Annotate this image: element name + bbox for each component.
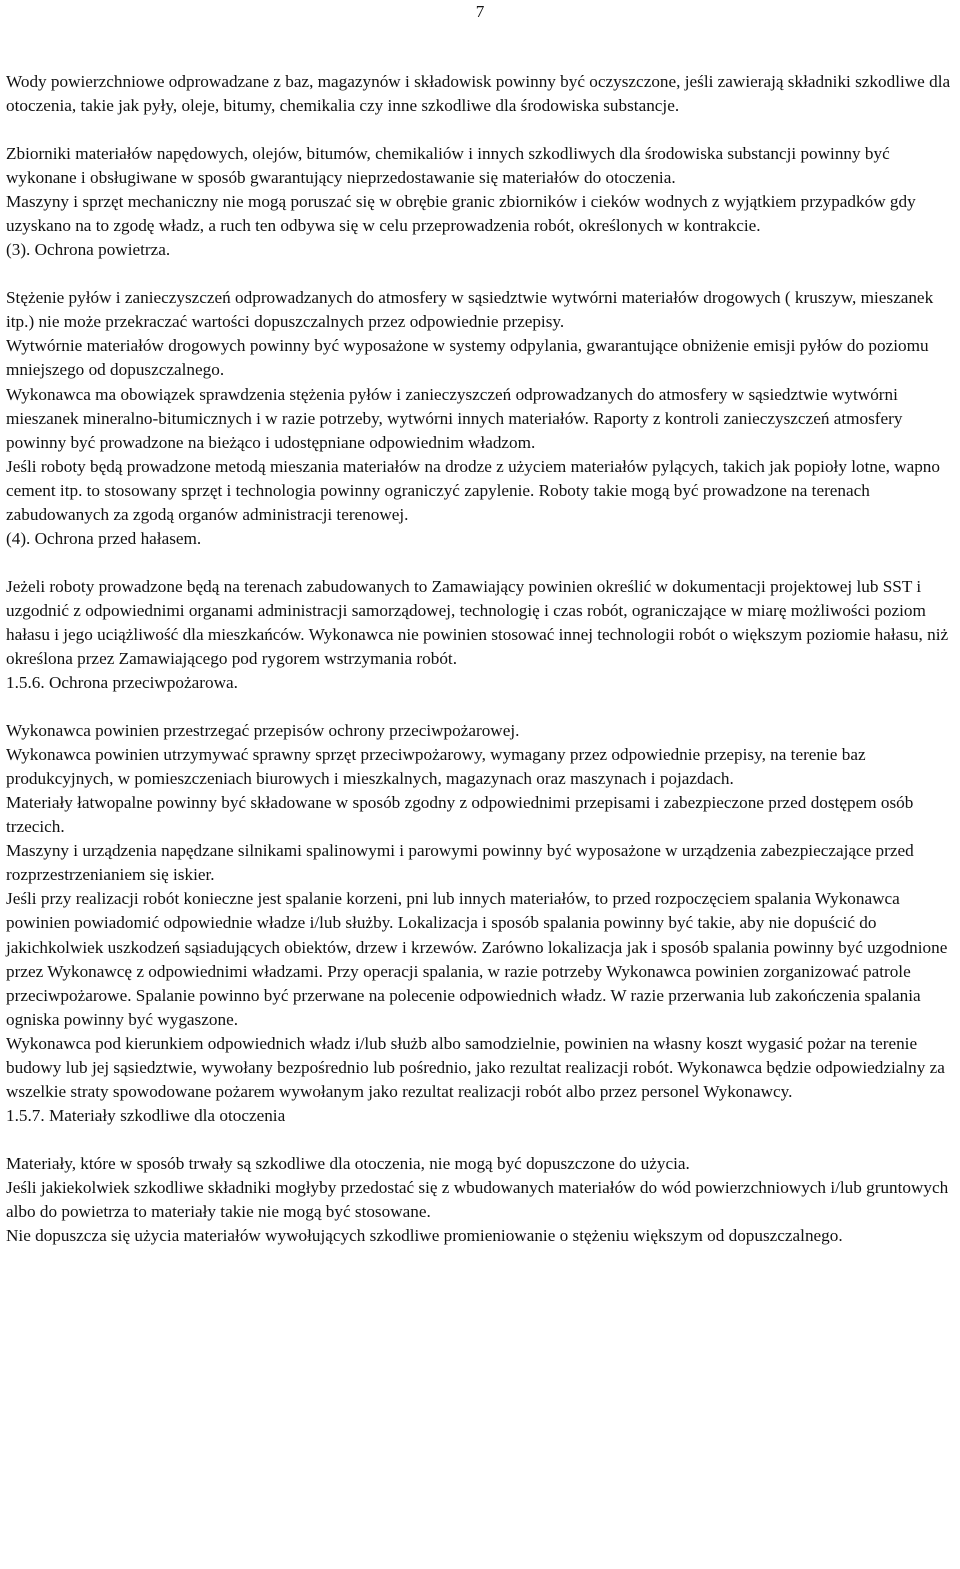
paragraph-dedusting: Wytwórnie materiałów drogowych powinny być wyposażone w systemy odpylania, gwarantujące obniżenie emisji pyłów do poziomu mniejszego od dopuszczalnego. <box>6 336 929 380</box>
section-heading-harmful-materials: 1.5.7. Materiały szkodliwe dla otoczenia <box>6 1105 286 1125</box>
paragraph-noise: Jeżeli roboty prowadzone będą na terenach zabudowanych to Zamawiający powinien określić w dokumentacji projektowej lub SST i uzgodnić z odpowiednimi organami administracji samorządowej, technologię i czas robót, ograniczające w miarę możliwości poziom hałasu i jego uciążliwość dla mieszkańców. Wykonawca nie powinien stosować innej technologii robót o większym poziomie hałasu, niż określona przez Zamawiającego pod rygorem wstrzymania robót. <box>6 576 949 668</box>
document-body <box>6 70 954 1248</box>
section-heading-fire: 1.5.6. Ochrona przeciwpożarowa. <box>6 673 238 693</box>
paragraph-dust-mixing: Jeśli roboty będą prowadzone metodą mieszania materiałów na drodze z użyciem materiałów pylących, takich jak popioły lotne, wapno cement itp. to stosowany sprzęt i technologia powinny ograniczyć zapylenie. Roboty takie mogą być prowadzone na terenach zabudowanych za zgodą organów administracji terenowej. <box>6 456 940 524</box>
paragraph-fire-regulations: Wykonawca powinien przestrzegać przepisów ochrony przeciwpożarowej. <box>6 721 520 741</box>
paragraph-machinery-water: Maszyny i sprzęt mechaniczny nie mogą poruszać się w obrębie granic zbiorników i cieków wodnych z wyjątkiem przypadków gdy uzyskano na to zgodę władz, a ruch ten odbywa się w celu przeprowadzenia robót, określonych w kontrakcie. <box>6 192 916 236</box>
page-number: 7 <box>475 2 485 21</box>
paragraph-dust-concentration: Stężenie pyłów i zanieczyszczeń odprowadzanych do atmosfery w sąsiedztwie wytwórni materiałów drogowych ( kruszyw, mieszanek itp.) nie może przekraczać wartości dopuszczalnych przez odpowiednie przepisy. <box>6 288 934 332</box>
paragraph-fuel-tanks: Zbiorniki materiałów napędowych, olejów, bitumów, chemikaliów i innych szkodliwych dla środowiska substancji powinny być wykonane i obsługiwane w sposób gwarantujący nieprzedostawanie się materiałów do otoczenia. <box>6 144 890 188</box>
paragraph-burning: Jeśli przy realizacji robót konieczne jest spalanie korzeni, pni lub innych materiałów, to przed rozpoczęciem spalania Wykonawca powinien powiadomić odpowiednie władze i/lub służby. Lokalizacja i sposób spalania powinny być takie, aby nie dopuścić do jakichkolwiek uszkodzeń sąsiadujących obiektów, drzew i krzewów. Zarówno lokalizacja jak i sposób spalania powinny być uzgodnione przez Wykonawcę z odpowiednimi władzami. Przy operacji spalania, w razie potrzeby Wykonawca powinien zorganizować patrole przeciwpożarowe. Spalanie powinno być przerwane na polecenie odpowiednich władz. W razie przerwania lub zakończenia spalania ogniska powinny być wygaszone. <box>6 889 948 1029</box>
paragraph-spark-protection: Maszyny i urządzenia napędzane silnikami spalinowymi i parowymi powinny być wyposażone w urządzenia zabezpieczające przed rozprzestrzenianiem się iskier. <box>6 841 914 885</box>
paragraph-fire-liability: Wykonawca pod kierunkiem odpowiednich władz i/lub służb albo samodzielnie, powinien na własny koszt wygasić pożar na terenie budowy lub jej sąsiedztwie, wywołany bezpośrednio lub pośrednio, jako rezultat realizacji robót. Wykonawca będzie odpowiedzialny za wszelkie straty spowodowane pożarem wywołanym jako rezultat realizacji robót albo przez personel Wykonawcy. <box>6 1033 945 1101</box>
section-heading-noise: (4). Ochrona przed hałasem. <box>6 528 202 548</box>
section-heading-air: (3). Ochrona powietrza. <box>6 240 171 260</box>
paragraph-harmful-materials: Materiały, które w sposób trwały są szkodliwe dla otoczenia, nie mogą być dopuszczone do użycia. <box>6 1153 690 1173</box>
paragraph-wastewater: Wody powierzchniowe odprowadzane z baz, magazynów i składowisk powinny być oczyszczone, jeśli zawierają składniki szkodliwe dla otoczenia, takie jak pyły, oleje, bitumy, chemikalia czy inne szkodliwe dla środowiska substancje. <box>6 72 951 116</box>
paragraph-fire-equipment: Wykonawca powinien utrzymywać sprawny sprzęt przeciwpożarowy, wymagany przez odpowiednie przepisy, na terenie baz produkcyjnych, w pomieszczeniach biurowych i mieszkalnych, magazynach oraz maszynach i pojazdach. <box>6 745 866 789</box>
paragraph-flammable-materials: Materiały łatwopalne powinny być składowane w sposób zgodny z odpowiednimi przepisami i zabezpieczone przed dostępem osób trzecich. <box>6 793 914 837</box>
paragraph-harmful-components: Jeśli jakiekolwiek szkodliwe składniki mogłyby przedostać się z wbudowanych materiałów do wód powierzchniowych i/lub gruntowych albo do powietrza to materiały takie nie mogą być stosowane. <box>6 1177 949 1221</box>
paragraph-radiation: Nie dopuszcza się użycia materiałów wywołujących szkodliwe promieniowanie o stężeniu większym od dopuszczalnego. <box>6 1226 843 1246</box>
paragraph-air-monitoring: Wykonawca ma obowiązek sprawdzenia stężenia pyłów i zanieczyszczeń odprowadzanych do atmosfery w sąsiedztwie wytwórni mieszanek mineralno-bitumicznych i w razie potrzeby, wytwórni innych materiałów. Raporty z kontroli zanieczyszczeń atmosfery powinny być prowadzone na bieżąco i udostępniane odpowiednim władzom. <box>6 384 903 452</box>
